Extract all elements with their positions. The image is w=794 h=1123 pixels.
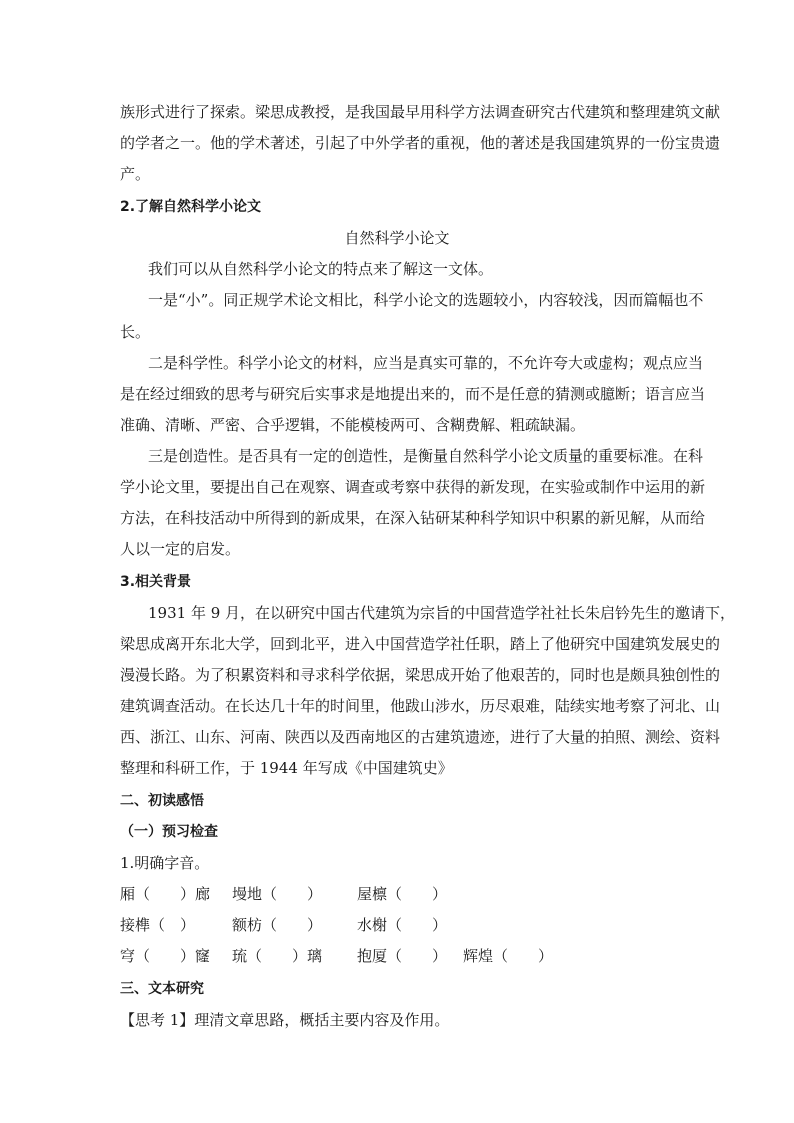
paragraph-line: 漫漫长路。为了积累资料和寻求科学依据，梁思成开始了他艰苦的，同时也是颇具独创性的 [120,666,721,684]
paragraph-line: 族形式进行了探索。梁思成教授，是我国最早用科学方法调查研究古代建筑和整理建筑文献 [120,103,721,121]
section-heading: 2.了解自然科学小论文 [120,199,262,215]
part-heading: 二、初读感悟 [120,793,204,809]
paragraph-line: 整理和科研工作，于 1944 年写成《中国建筑史》 [120,759,453,777]
paragraph-line: 学小论文里，要提出自己在观察、调查或考察中获得的新发现，在实验或制作中运用的新 [120,478,706,496]
pinyin-blank: 琉（ ）璃 [232,947,323,965]
paragraph-line: 二是科学性。科学小论文的材料，应当是真实可靠的，不允许夸大或虚构；观点应当 [148,354,704,372]
exercise-item: 1.明确字音。 [120,854,210,872]
paragraph-line: 梁思成离开东北大学，回到北平，进入中国营造学社任职，踏上了他研究中国建筑发展史的 [120,635,721,653]
pinyin-blank: 辉煌（ ） [463,947,554,965]
paragraph-line: 产。 [120,165,151,183]
paragraph-line: 人以一定的启发。 [120,540,241,558]
section-subtitle: 自然科学小论文 [344,229,450,247]
paragraph-line: 建筑调查活动。在长达几十年的时间里，他跋山涉水，历尽艰难，陆续实地考察了河北、山 [120,697,721,715]
paragraph-line: 1931 年 9 月，在以研究中国古代建筑为宗旨的中国营造学社社长朱启钤先生的邀请下， [148,604,736,622]
paragraph-line: 一是“小”。同正规学术论文相比，科学小论文的选题较小，内容较浅，因而篇幅也不 [148,291,704,309]
paragraph-line: 三是创造性。是否具有一定的创造性，是衡量自然科学小论文质量的重要标准。在科 [148,447,704,465]
pinyin-blank: 墁地（ ） [232,885,323,903]
paragraph-line: 准确、清晰、严密、合乎逻辑，不能模棱两可、含糊费解、粗疏缺漏。 [120,416,586,434]
pinyin-blank: 屋檩（ ） [357,885,448,903]
pinyin-blank: 接榫（ ） [120,916,196,934]
paragraph-line: 我们可以从自然科学小论文的特点来了解这一文体。 [148,260,494,278]
sub-heading: （一）预习检查 [120,824,218,840]
pinyin-blank: 厢（ ）廊 [120,885,211,903]
paragraph-line: 方法，在科技活动中所得到的新成果，在深入钻研某种科学知识中积累的新见解，从而给 [120,509,706,527]
pinyin-blank: 抱厦（ ） [357,947,448,965]
part-heading: 三、文本研究 [120,981,204,997]
paragraph-line: 西、浙江、山东、河南、陕西以及西南地区的古建筑遗迹，进行了大量的拍照、测绘、资料 [120,728,721,746]
pinyin-blank: 额枋（ ） [232,916,323,934]
paragraph-line: 是在经过细致的思考与研究后实事求是地提出来的，而不是任意的猜测或臆断；语言应当 [120,385,706,403]
pinyin-blank: 穹（ ）窿 [120,947,211,965]
paragraph-line: 长。 [120,323,151,341]
paragraph-line: 的学者之一。他的学术著述，引起了中外学者的重视，他的著述是我国建筑界的一份宝贵遗 [120,134,721,152]
think-prompt: 【思考 1】理清文章思路，概括主要内容及作用。 [120,1011,450,1029]
section-heading: 3.相关背景 [120,574,192,590]
pinyin-blank: 水榭（ ） [357,916,448,934]
